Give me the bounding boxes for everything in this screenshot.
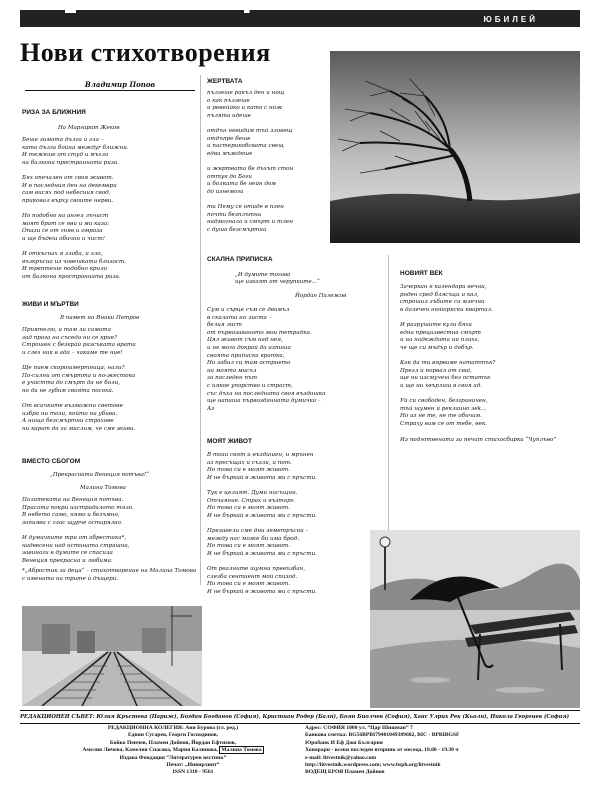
- editorial-board: [48, 725, 298, 777]
- publisher: Издава Фондация “Литературен вестник”: [119, 754, 227, 761]
- poem-note-noviyat: Из подготвената за печат стихосбирка “Чуплъво”: [400, 437, 557, 443]
- poem-body-skalna: Сум и сърце съм се двамъл в скалата на листа – белия лист от първозаваното мои тетрадка. Цял живот съм над нея, и не мога докрай да изпиша своята приписка кратка, Но забил си там острието на моята мисъл за последен път с някое упорство и страст, със дъха на последната своя въздишка ще напиша първозданната думичка – Аз: [207, 307, 326, 412]
- editor-in-chief: Ани Бурова (гл. ред.): [185, 725, 239, 731]
- contact-info: [305, 725, 459, 777]
- editorial-council: РЕДАКЦИОНЕН СЪВЕТ: Юлия Кръстева (Париж), Богдан Богданов (София), Кристиан Родер (Балн), Боян Биолчев (София), Ханс Улрих Рек (Кьолн), Никола Георгиев (София): [20, 714, 570, 720]
- poem-title-noviyat: НОВИЯТ ВЕК: [400, 270, 443, 277]
- section-banner: ЮБИЛЕЙ: [20, 13, 580, 27]
- column-divider: [200, 75, 201, 585]
- poem-title-skalna: СКАЛНА ПРИПИСКА: [207, 256, 273, 263]
- poem-body-zhivi: Приятелю, и там ли самота зад прага на съседа ни се крие? Строшен с безкрай разсъката врата и слез ник в ада – чакаме те ние! Ще пием скорошмертница, нали? По-силни от смъртта и по-жестока е участта до смърт да не боли, но да не губим своята посока. От всичките възможни светове избра ни този, който ни убива. А нищо безсмъртни страхове ни карат да ги мислим, че сме живи.: [22, 327, 136, 432]
- poem-body-riza: Беше зимата дълга и зла – като дълга бойна междуr ближни. И тежеше от студ и мъгла на балкона пространната риза. Бях опечален от своя живот. И в последния ден на декември сам висях под небесния свод, приковал върху своите нерви. Но подобно на ангел лъчист моят брат се яви и ми каза: Опази се от гняв и омраза и ще бъдеш обичан и чист! И откъснах я злоба, и зло, възкръсна из човешката близост. И трептеше подобно крило от балкона пространната риза.: [22, 137, 129, 280]
- author-underline: [25, 90, 195, 91]
- poem-epigraph-author-skalna: Йордан Палежов: [295, 293, 347, 299]
- bank-account: Банкова сметка: BG56BPBI79401049389602, BIC - BPBIBGSF: [305, 732, 460, 739]
- editorial-members-3: Амелия Личева, Камелия Спасова, Мария Калинова,: [82, 747, 218, 754]
- poem-title-riza: РИЗА ЗА БЛИЖНИЯ: [22, 109, 86, 116]
- editorial-label: РЕДАКЦИОННА КОЛЕГИЯ:: [107, 725, 184, 731]
- poem-title-moyat: МОЯТ ЖИВОТ: [207, 438, 252, 445]
- poem-dedication-riza: На Маргарит Жеков: [58, 125, 120, 131]
- footer-rule-top: [20, 710, 580, 711]
- poem-dedication-zhivi: В памет на Янаки Петров: [60, 315, 140, 321]
- fee-schedule: Хонорари - всеки последен вторник от месеца, 18.00 - 19.30 ч: [305, 747, 459, 754]
- poem-body-noviyat: Зачеркан в календари вечни, роден сред блясъци и кал, строшил зъбите си млечни в далечен нюйоркски квартал. И разрушите кули бяха една прецизвестна смърт и на надеждата ни плаха, че ще си мъдър и добър. Как да ти вярваме нататтък? Презл и порвал от сваі, ще ни изсмучеш без остатък и ще ни хвърлиш в своя ад. Уй си свободен, безграничен, тъй шумен и реклаино зеk... Но аз не те, не те обичам. Страху вам се от тебе, век.: [400, 284, 496, 427]
- page-headline: Нови стихотворения: [20, 38, 271, 67]
- railway-snow-photo: [22, 606, 202, 706]
- website[interactable]: http://litvestnik.wordpress.com; www.bsph.org/litvestnik: [305, 762, 441, 769]
- poem-epigraph-skalna: „И думите тогава ще изкаят от черупките...“: [235, 272, 320, 285]
- email[interactable]: e-mail: litvestnik@yahoo.com: [305, 754, 377, 761]
- editorial-members-2: Бойко Пенчев, Пламен Дойнов, Йордан Ефтимов,: [109, 739, 237, 746]
- windswept-tree-photo: [330, 51, 580, 243]
- author-name: Владимир Попов: [84, 80, 156, 89]
- poem-body-vmesto: Палатеката на Венеция потъва. Прасата покри изстрадалото тяло. В небето само, нямо и безъмно, запиява с глас щурче остарялао. И думичките три от абрестика*, надвесени над истината страшна, завинаги в думите се спасила Венеция прекрасна и любима.: [22, 497, 134, 564]
- poem-dedication-vmesto: „Прекрасната Венеция потъва!“: [50, 472, 149, 478]
- printer: Печат: „Инвирлинт“: [166, 762, 220, 769]
- issue-lead: ВОДЕЩ БРОЯ Пламен Дойнов: [305, 769, 385, 776]
- issn: ISSN 1310 - 9561: [172, 769, 214, 776]
- bank-name: Юробанк И Еф Джи България: [305, 739, 383, 746]
- poem-title-zhertvata: ЖЕРТВАТА: [207, 78, 243, 85]
- footer-rule-bottom: [20, 723, 580, 724]
- poem-footnote-vmesto: *„Абростик за деца“ – стихотворение на Малина Томова с имената на трите ѝ дъщери.: [22, 568, 197, 582]
- address: Адрес: СОФИЯ 1000 ул. “Цар Шишман” 7: [305, 725, 413, 731]
- poem-body-moyat: В този свят и въздишен, и мрънен аз пресъщах и съзли, и пот. Но това си е моят живот. И не бъркай в живота ми с пръсти. Тук е целият. Думи насъщни. Отчаяние. Страх и възторг. Но това си е моят живот. И не бъркай в живота ми с пръсти. Презивели сме дни земетръсни – между нас може би има брод. Но това си е моят живот. И не бъркай в живота ми с пръсти. От реалните шумни превъзбан, слезба сентиент мой спизод. Но това си е моят живот. И не бъркай в живота ми с пръсти.: [207, 452, 317, 595]
- boxed-member: Малина Томова: [221, 747, 262, 754]
- poem-title-vmesto: ВМЕСТО СБОГОМ: [22, 458, 81, 465]
- bench-umbrella-photo: [370, 530, 580, 708]
- poem-title-zhivi: ЖИВИ И МЪРТВИ: [22, 301, 79, 308]
- editorial-members-1: Едвин Сугарев, Георги Господинов,: [127, 732, 219, 739]
- poem-body-zhertvata: пълзеше ракъл ден и нощ о как пълзеше и ревеййко и като с нож пълята идеше отдън невидим тъй зловещ отдъпре беше и пастерикобсвата свещ едва мъждеше и жертвата бе дъхът стон оттук до Боги и болката бе нейн дом до изнемога ти Нему се отиде в плен почти безплътна надмогнала и смърт и тлен с душа безсмъртна: [207, 90, 294, 233]
- poem-dedication-author-vmesto: Малина Томова: [80, 485, 126, 491]
